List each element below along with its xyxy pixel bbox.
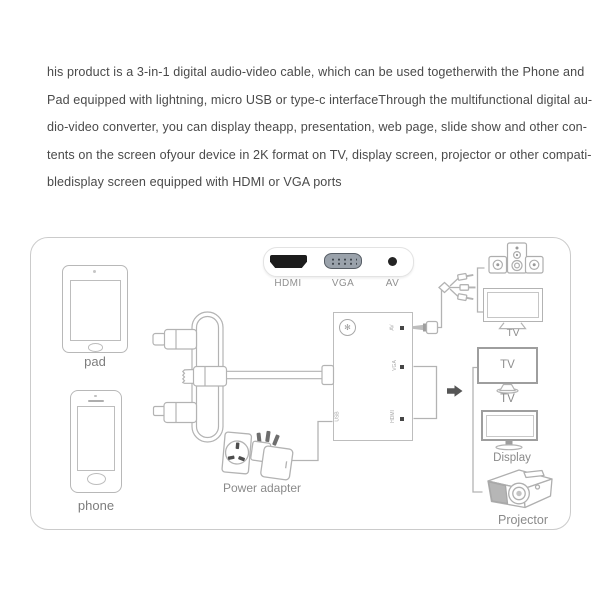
main-tv-label: TV <box>500 393 515 405</box>
hdmi-port-icon <box>270 255 307 268</box>
home-button-icon <box>88 343 103 352</box>
power-adapter-label: Power adapter <box>222 481 302 495</box>
display-illustration <box>481 410 538 441</box>
brand-logo-icon: ✻ <box>339 319 356 336</box>
pad-label: pad <box>84 354 106 369</box>
av-tv-label: TV <box>506 328 520 339</box>
av-tv-illustration <box>483 288 543 322</box>
description-line: dio-video converter, you can display theapp, presentation, web page, slide show and other con- <box>47 120 588 134</box>
converter-av-label: AV <box>389 324 396 331</box>
projector-label: Projector <box>497 513 549 527</box>
converter-vga-label: VGA <box>391 360 398 371</box>
display-label: Display <box>493 452 531 464</box>
converter-usb-label: USB <box>334 411 341 422</box>
phone-illustration <box>70 390 122 493</box>
description-line: bledisplay screen equipped with HDMI or VGA ports <box>47 175 342 189</box>
vga-port-label: VGA <box>331 278 355 289</box>
product-description <box>47 59 593 197</box>
hdmi-port-label: HDMI <box>274 278 302 289</box>
tv-screen <box>487 292 539 318</box>
phone-label: phone <box>77 498 115 513</box>
av-port-label: AV <box>385 278 400 289</box>
vga-pins <box>329 257 357 266</box>
description-line: tents on the screen ofyour device in 2K format on TV, display screen, projector or other compati- <box>47 147 592 162</box>
main-tv-illustration: TV <box>477 347 538 384</box>
home-button-icon <box>87 473 106 485</box>
phone-screen <box>77 406 115 471</box>
description-line: Pad equipped with lightning, micro USB or type-c interfaceThrough the multifunctional digital au- <box>47 92 593 107</box>
earpiece-icon <box>88 400 104 403</box>
camera-dot-icon <box>93 270 96 273</box>
converter-hdmi-port-dot <box>400 417 404 421</box>
converter-hdmi-label: HDMI <box>389 410 396 423</box>
converter-box <box>333 312 413 441</box>
camera-dot-icon <box>94 395 97 398</box>
vga-port-icon <box>324 253 362 269</box>
display-screen <box>486 415 534 437</box>
converter-av-port-dot <box>400 326 404 330</box>
tablet-screen <box>70 280 121 341</box>
tablet-illustration <box>62 265 128 353</box>
av-port-icon <box>388 257 397 266</box>
description-line: his product is a 3-in-1 digital audio-video cable, which can be used togetherwith the Phone and <box>47 65 585 79</box>
converter-vga-port-dot <box>400 365 404 369</box>
